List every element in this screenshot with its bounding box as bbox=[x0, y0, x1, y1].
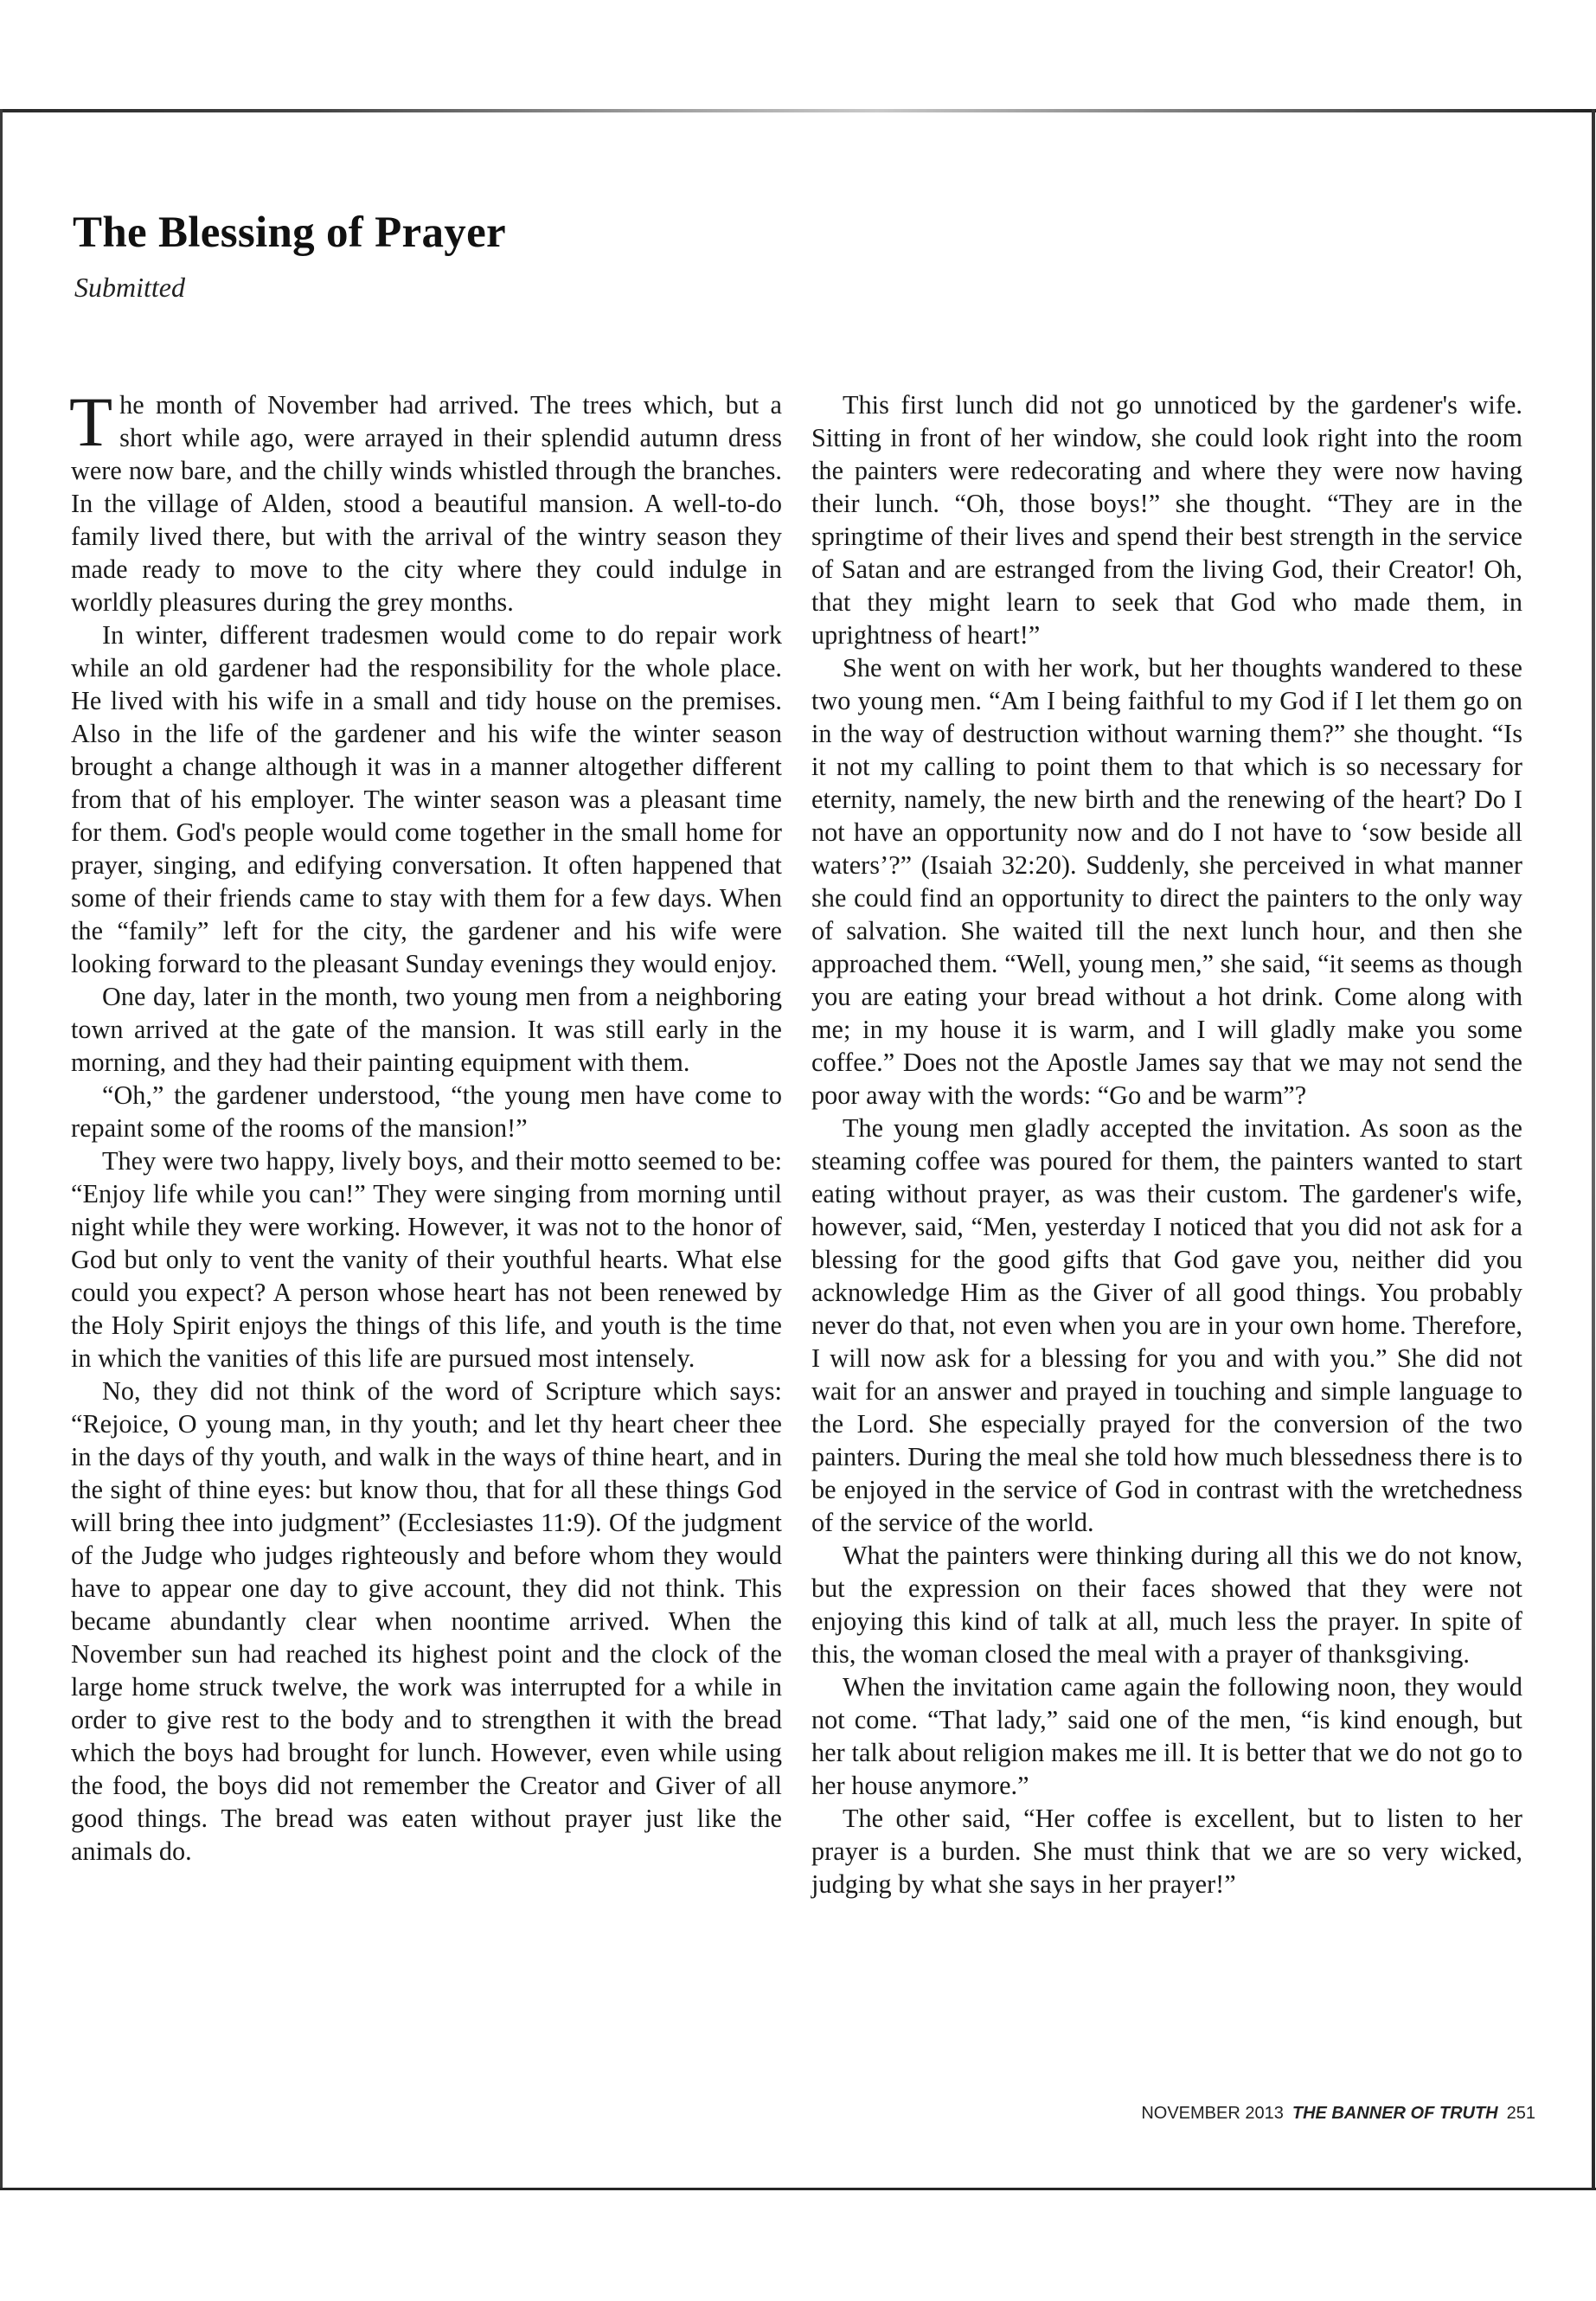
paragraph-7: This first lunch did not go unnoticed by the gardener's wife. Sitting in front of her window, she could look right into the room the painters were redecorating and where they were now having their lunch. “Oh, those boys!” she thought. “They are in the springtime of their lives and spend their best strength in the service of Satan and are estranged from the living God, their Creator! Oh, that they might learn to seek that God who made them, in uprightness of heart!” bbox=[811, 390, 1522, 650]
paragraph-4: “Oh,” the gardener understood, “the young men have come to repaint some of the rooms of the mansion!” bbox=[71, 1080, 782, 1143]
article-title: The Blessing of Prayer bbox=[73, 208, 506, 257]
footer-issue-date: NOVEMBER 2013 bbox=[1141, 2104, 1284, 2123]
paragraph-8: She went on with her work, but her thoughts wandered to these two young men. “Am I being faithful to my God if I let them go on in the way of destruction without warning them?” she thought. “Is it not my calling to point them to that which is so necessary for eternity, namely, the new birth and the renewing of the heart? Do I not have an opportunity now and do I not have to ‘sow beside all waters’?” (Isaiah 32:20). Suddenly, she perceived in what manner she could find an opportunity to direct the painters to the only way of salvation. She waited till the next lunch hour, and then she approached them. “Well, young men,” she said, “it seems as though you are eating your bread without a hot drink. Come along with me; in my house it is warm, and I will gladly make you some coffee.” Does not the Apostle James say that we may not send the poor away with the words: “Go and be warm”? bbox=[811, 653, 1522, 1110]
paragraph-9: The young men gladly accepted the invitation. As soon as the steaming coffee was poured for them, the painters wanted to start eating without prayer, as was their custom. The gardener's wife, however, said, “Men, yesterday I noticed that you did not ask for a blessing for the good gifts that God gave you, neither did you acknowledge Him as the Giver of all good things. You probably never do that, not even when you are in your own home. Therefore, I will now ask for a blessing for you and with you.” She did not wait for an answer and prayed in touching and simple language to the Lord. She especially prayed for the conversion of the two painters. During the meal she told how much blessedness there is to be enjoyed in the service of God in contrast with the wretchedness of the service of the world. bbox=[811, 1113, 1522, 1537]
scan-page-edge-top bbox=[0, 109, 1596, 112]
paragraph-6: No, they did not think of the word of Scripture which says: “Rejoice, O young man, in thy youth; and let thy heart cheer thee in the days of thy youth, and walk in the ways of thine heart, and in the sight of thine eyes: but know thou, that for all these things God will bring thee into judgment” (Ecclesiastes 11:9). Of the judgment of the Judge who judges righteously and before whom they would have to appear one day to give account, they did not think. This became abundantly clear when noontime arrived. When the November sun had reached its highest point and the clock of the large home struck twelve, the work was interrupted for a while in order to give rest to the body and to strengthen it with the bread which the boys had brought for lunch. However, even while using the food, the boys did not remember the Creator and Giver of all good things. The bread was eaten without prayer just like the animals do. bbox=[71, 1376, 782, 1866]
scan-page-edge-left bbox=[0, 109, 3, 2189]
paragraph-2: In winter, different tradesmen would come to do repair work while an old gardener had the responsibility for the whole place. He lived with his wife in a small and tidy house on the premises. Also in the life of the gardener and his wife the winter season brought a change although it was in a manner altogether different from that of his employer. The winter season was a pleasant time for them. God's people would come together in the small home for prayer, singing, and edifying conversation. It often happened that some of their friends came to stay with them for a few days. When the “family” left for the city, the gardener and his wife were looking forward to the pleasant Sunday evenings they would enjoy. bbox=[71, 620, 782, 978]
paragraph-10: What the painters were thinking during all this we do not know, but the expression on their faces showed that they were not enjoying this kind of talk at all, much less the prayer. In spite of this, the woman closed the meal with a prayer of thanksgiving. bbox=[811, 1541, 1522, 1669]
text-column-left bbox=[69, 382, 782, 1868]
footer-page-number: 251 bbox=[1506, 2104, 1535, 2123]
paragraph-1-text: he month of November had arrived. The trees which, but a short while ago, were arrayed in their splendid autumn dress were now bare, and the chilly winds whistled through the branches. In the village of Alden, stood a beautiful mansion. A well-to-do family lived there, but with the arrival of the wintry season they made ready to move to the city where they could indulge in worldly pleasures during the grey months. bbox=[71, 390, 782, 617]
page-footer bbox=[1141, 2104, 1535, 2124]
text-column-right bbox=[811, 388, 1522, 1900]
paragraph-1 bbox=[69, 382, 782, 619]
drop-cap: T bbox=[69, 382, 113, 461]
paragraph-11: When the invitation came again the following noon, they would not come. “That lady,” said one of the men, “is kind enough, but her talk about religion makes me ill. It is better that we do not go to her house anymore.” bbox=[811, 1672, 1522, 1800]
scan-page-edge-bottom bbox=[0, 2188, 1596, 2190]
paragraph-3: One day, later in the month, two young men from a neighboring town arrived at the gate of the mansion. It was still early in the morning, and they had their painting equipment with them. bbox=[71, 982, 782, 1077]
footer-publication-name: THE BANNER OF TRUTH bbox=[1292, 2104, 1498, 2123]
scan-page-edge-right bbox=[1592, 109, 1595, 2189]
article-byline: Submitted bbox=[74, 272, 185, 303]
paragraph-12: The other said, “Her coffee is excellent, but to listen to her prayer is a burden. She must think that we are so very wicked, judging by what she says in her prayer!” bbox=[811, 1804, 1522, 1899]
paragraph-5: They were two happy, lively boys, and their motto seemed to be: “Enjoy life while you can!” They were singing from morning until night while they were working. However, it was not to the honor of God but only to vent the vanity of their youthful hearts. What else could you expect? A person whose heart has not been renewed by the Holy Spirit enjoys the things of this life, and youth is the time in which the vanities of this life are pursued most intensely. bbox=[71, 1146, 782, 1373]
